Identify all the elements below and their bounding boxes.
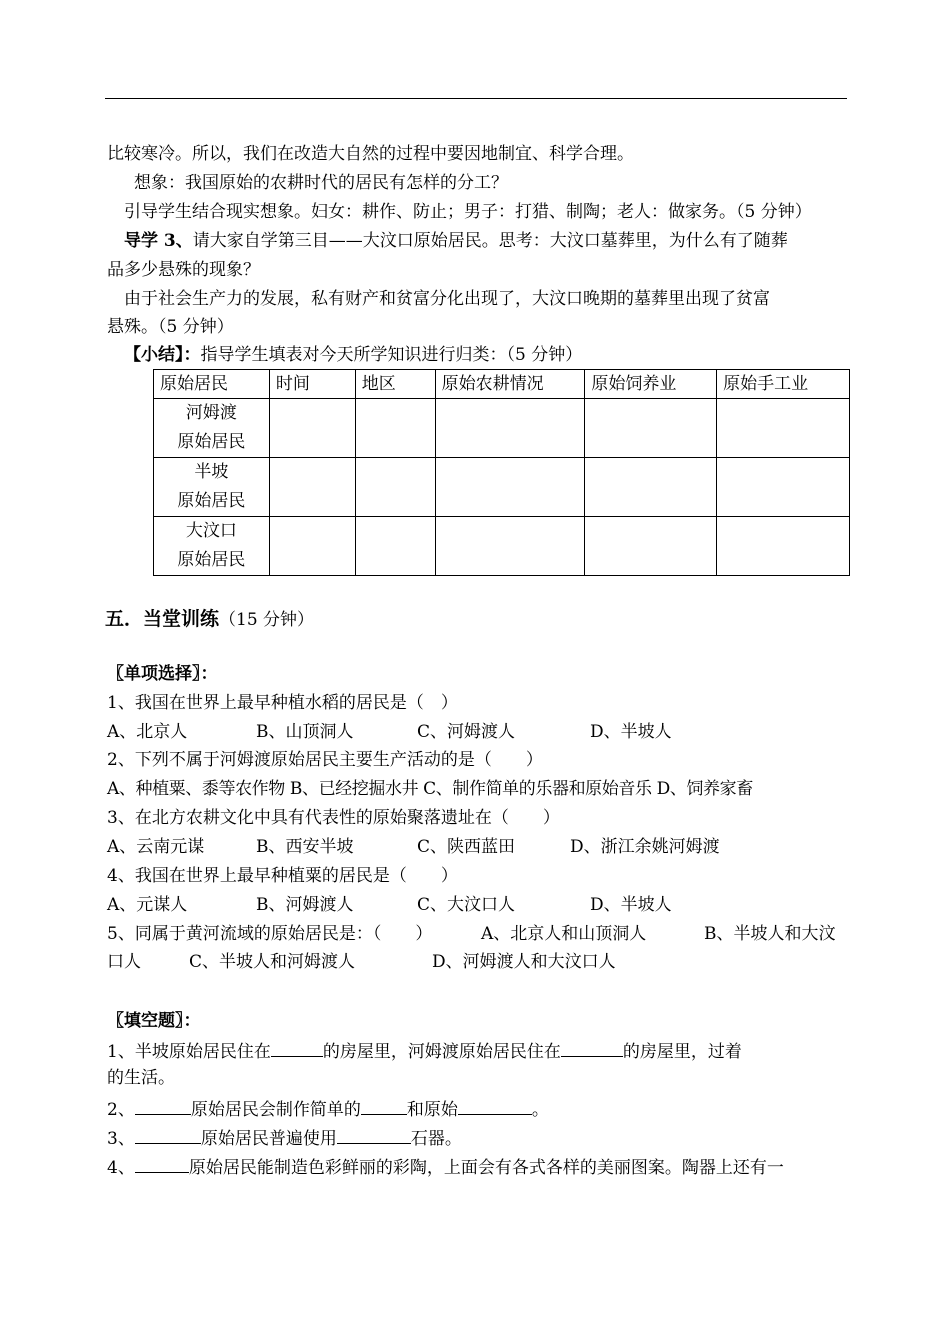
summary-line: 【小结】：指导学生填表对今天所学知识进行归类：（5 分钟） bbox=[124, 345, 583, 365]
option: D、半坡人 bbox=[590, 895, 672, 915]
blank-cell[interactable] bbox=[355, 517, 435, 576]
table-header-cell: 时间 bbox=[269, 370, 355, 399]
blank-cell[interactable] bbox=[585, 517, 717, 576]
blank-cell[interactable] bbox=[585, 399, 717, 458]
fill-question: 的生活。 bbox=[107, 1068, 175, 1088]
option: C、河姆渡人 bbox=[417, 722, 516, 742]
option-line: A、种植粟、黍等农作物 B、已经挖掘水井 C、制作简单的乐器和原始音乐 D、饲养家畜 bbox=[107, 779, 753, 799]
row-label-cell: 半坡 原始居民 bbox=[154, 458, 270, 517]
question: 2、下列不属于河姆渡原始居民主要生产活动的是（ ） bbox=[107, 750, 543, 770]
fill-question: 1、半坡原始居民住在 的房屋里，河姆渡原始居民住在 的房屋里，过着 bbox=[107, 1038, 742, 1063]
blank-cell[interactable] bbox=[269, 458, 355, 517]
question-continuation: 口人 bbox=[107, 952, 141, 972]
paragraph-line: 想象：我国原始的农耕时代的居民有怎样的分工？ bbox=[134, 173, 508, 193]
option: C、大汶口人 bbox=[417, 895, 516, 915]
section-heading: 五．当堂训练（15 分钟） bbox=[105, 608, 315, 630]
option: D、浙江余姚河姆渡 bbox=[570, 837, 720, 857]
blank-cell[interactable] bbox=[435, 399, 585, 458]
blank-cell[interactable] bbox=[435, 458, 585, 517]
fill-question: 4、 原始居民能制造色彩鲜丽的彩陶，上面会有各式各样的美丽图案。陶器上还有一 bbox=[107, 1154, 784, 1179]
summary-table bbox=[153, 369, 850, 576]
fill-question: 2、 原始居民会制作简单的 和原始 。 bbox=[107, 1096, 549, 1121]
question: 4、我国在世界上最早种植粟的居民是（ ） bbox=[107, 866, 458, 886]
paragraph-line: 品多少悬殊的现象？ bbox=[107, 260, 260, 280]
option: A、北京人和山顶洞人 bbox=[481, 924, 647, 944]
row-label-cell: 大汶口 原始居民 bbox=[154, 517, 270, 576]
blank-cell[interactable] bbox=[269, 517, 355, 576]
paragraph-line: 导学 3、请大家自学第三目——大汶口原始居民。思考：大汶口墓葬里，为什么有了随葬 bbox=[124, 231, 788, 251]
blank-cell[interactable] bbox=[585, 458, 717, 517]
answer-blank[interactable] bbox=[135, 1096, 191, 1115]
table-row bbox=[154, 517, 850, 576]
answer-blank[interactable] bbox=[361, 1096, 407, 1115]
table-row bbox=[154, 458, 850, 517]
paragraph-line: 比较寒冷。所以，我们在改造大自然的过程中要因地制宜、科学合理。 bbox=[107, 144, 634, 164]
blank-cell[interactable] bbox=[355, 399, 435, 458]
answer-blank[interactable] bbox=[561, 1038, 623, 1057]
question: 1、我国在世界上最早种植水稻的居民是（ ） bbox=[107, 693, 458, 713]
option: B、山顶洞人 bbox=[256, 722, 354, 742]
question: 3、在北方农耕文化中具有代表性的原始聚落遗址在（ ） bbox=[107, 808, 560, 828]
option: D、半坡人 bbox=[590, 722, 672, 742]
header-rule bbox=[105, 98, 847, 99]
question: 5、同属于黄河流域的原始居民是：（ ） bbox=[107, 924, 433, 944]
table-header-cell: 原始手工业 bbox=[717, 370, 850, 399]
answer-blank[interactable] bbox=[135, 1125, 201, 1144]
paragraph-line: 由于社会生产力的发展，私有财产和贫富分化出现了，大汶口晚期的墓葬里出现了贫富 bbox=[124, 289, 770, 309]
answer-blank[interactable] bbox=[135, 1154, 189, 1173]
table-header-cell: 原始居民 bbox=[154, 370, 270, 399]
option: B、半坡人和大汶 bbox=[704, 924, 836, 944]
option: B、河姆渡人 bbox=[256, 895, 354, 915]
option: A、元谋人 bbox=[107, 895, 188, 915]
option: C、半坡人和河姆渡人 bbox=[189, 952, 356, 972]
blank-cell[interactable] bbox=[717, 458, 850, 517]
blank-cell[interactable] bbox=[717, 399, 850, 458]
answer-blank[interactable] bbox=[458, 1096, 532, 1115]
table-row bbox=[154, 399, 850, 458]
row-label-cell: 河姆渡 原始居民 bbox=[154, 399, 270, 458]
guide-label: 导学 3、 bbox=[124, 231, 193, 251]
answer-blank[interactable] bbox=[271, 1038, 323, 1057]
option: A、云南元谋 bbox=[107, 837, 205, 857]
fill-blank-heading: 〖填空题〗： bbox=[107, 1011, 201, 1031]
answer-blank[interactable] bbox=[337, 1125, 411, 1144]
table-header-cell: 原始农耕情况 bbox=[435, 370, 585, 399]
paragraph-line: 引导学生结合现实想象。妇女：耕作、防止；男子：打猎、制陶；老人：做家务。（5 分钟） bbox=[124, 202, 812, 222]
table-header-cell: 地区 bbox=[355, 370, 435, 399]
blank-cell[interactable] bbox=[717, 517, 850, 576]
summary-label: 【小结】： bbox=[124, 345, 201, 365]
blank-cell[interactable] bbox=[355, 458, 435, 517]
option: D、河姆渡人和大汶口人 bbox=[432, 952, 616, 972]
blank-cell[interactable] bbox=[269, 399, 355, 458]
single-choice-heading: 〖单项选择〗： bbox=[107, 664, 218, 684]
fill-question: 3、 原始居民普遍使用 石器。 bbox=[107, 1125, 462, 1150]
option: A、北京人 bbox=[107, 722, 188, 742]
table-header-row bbox=[154, 370, 850, 399]
blank-cell[interactable] bbox=[435, 517, 585, 576]
paragraph-line: 悬殊。（5 分钟） bbox=[107, 317, 234, 337]
option: B、西安半坡 bbox=[256, 837, 354, 857]
option: C、陕西蓝田 bbox=[417, 837, 516, 857]
table-header-cell: 原始饲养业 bbox=[585, 370, 717, 399]
